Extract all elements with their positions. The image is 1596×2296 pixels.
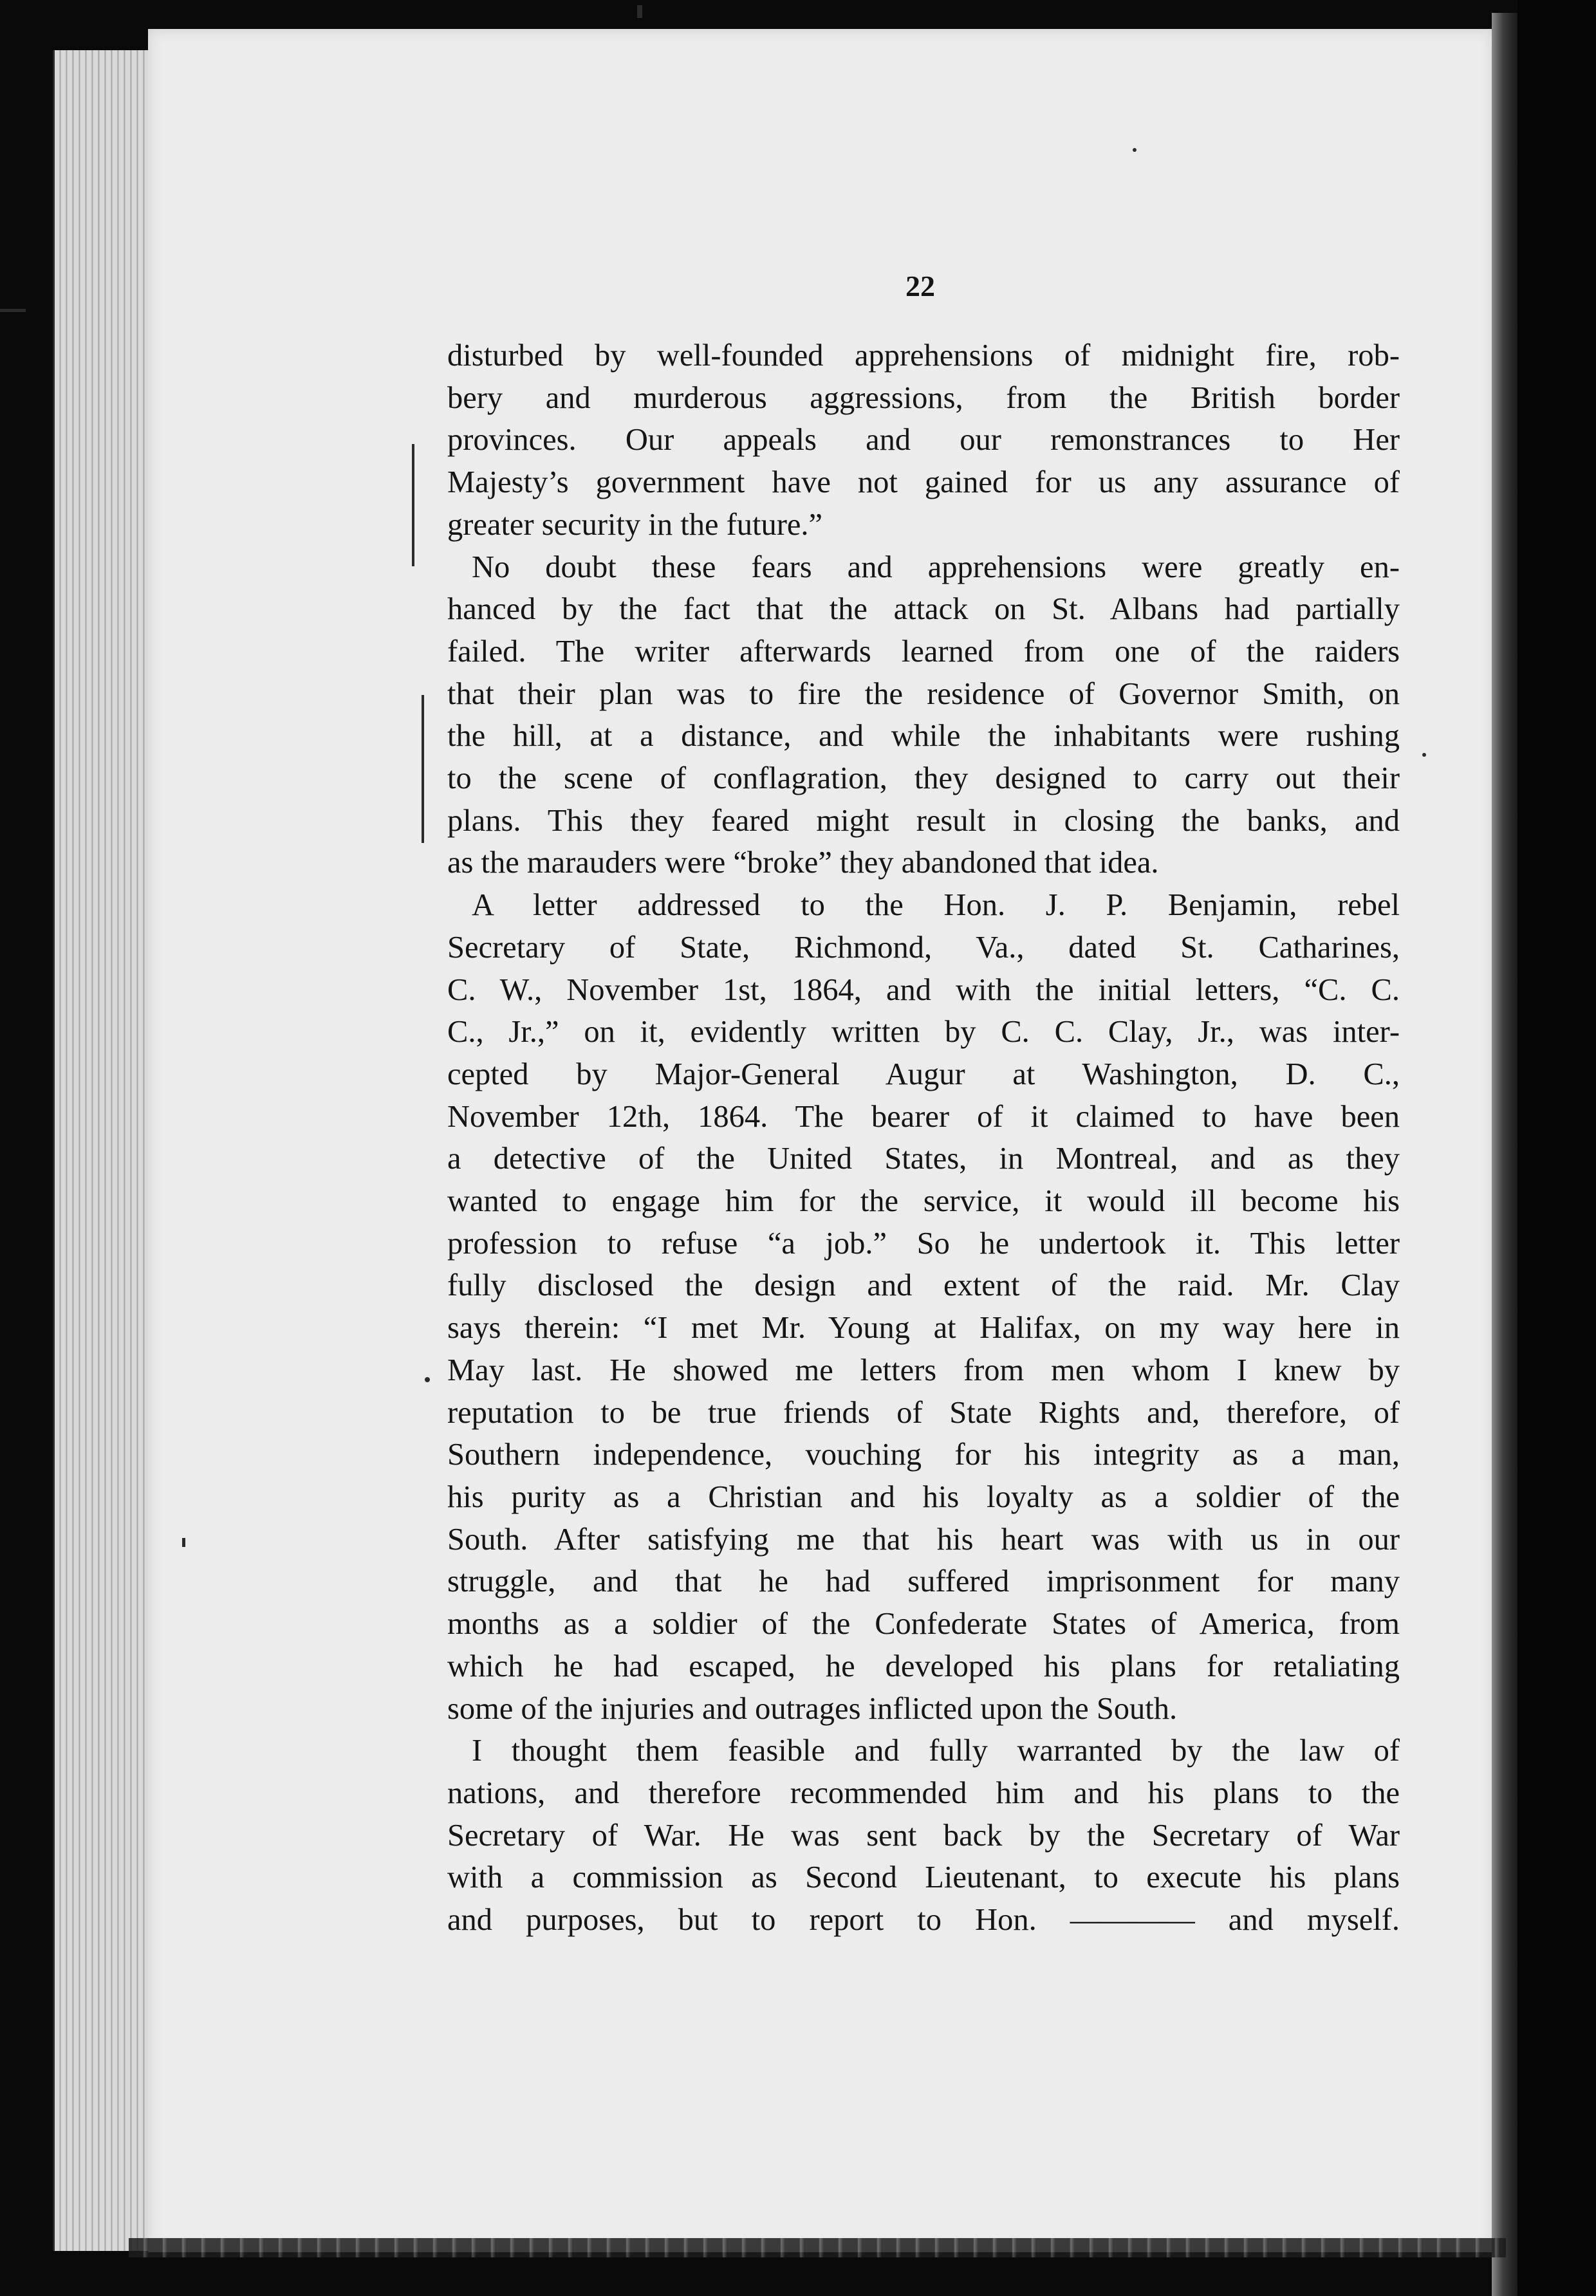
text-line: C., Jr.,” on it, evidently written by C. C. Clay, Jr., was inter- [447, 1015, 1400, 1050]
text-line: cepted by Major-General Augur at Washington, D. C., [447, 1057, 1400, 1091]
text-line: profession to refuse “a job.” So he undertook it. This letter [447, 1226, 1400, 1261]
text-line: that their plan was to fire the residence of Governor Smith, on [447, 676, 1400, 711]
text-line: November 12th, 1864. The bearer of it claimed to have been [447, 1099, 1400, 1134]
margin-mark [1133, 148, 1137, 152]
text-line: reputation to be true friends of State Rights and, therefore, of [447, 1395, 1400, 1430]
scan-background-right [1517, 0, 1596, 2296]
margin-mark [1422, 753, 1426, 757]
book-binding [1492, 13, 1517, 2296]
text-line: nations, and therefore recommended him and his plans to the [447, 1775, 1400, 1810]
text-line: struggle, and that he had suffered imprisonment for many [447, 1564, 1400, 1599]
text-line: Secretary of War. He was sent back by the Secretary of War [447, 1818, 1400, 1853]
margin-mark [425, 1377, 430, 1382]
text-line: I thought them feasible and fully warranted by the law of [472, 1734, 1400, 1768]
text-line: Secretary of State, Richmond, Va., dated St. Catharines, [447, 930, 1400, 965]
text-line: a detective of the United States, in Montreal, and as they [447, 1142, 1400, 1176]
text-line: some of the injuries and outrages inflicted upon the South. [447, 1691, 1178, 1726]
margin-mark [182, 1538, 185, 1547]
text-line: the hill, at a distance, and while the inhabitants were rushing [447, 719, 1400, 754]
text-line: which he had escaped, he developed his plans for retaliating [447, 1649, 1400, 1683]
text-line: provinces. Our appeals and our remonstrances to Her [447, 423, 1400, 458]
text-line: Southern independence, vouching for his integrity as a man, [447, 1438, 1400, 1472]
text-line: disturbed by well-founded apprehensions of midnight fire, rob- [447, 338, 1400, 373]
text-line: wanted to engage him for the service, it would ill become his [447, 1184, 1400, 1219]
text-line: hanced by the fact that the attack on St. Albans had partially [447, 592, 1400, 627]
margin-mark [412, 444, 414, 566]
body-text [447, 335, 1400, 1941]
text-line: fully disclosed the design and extent of the raid. Mr. Clay [447, 1268, 1400, 1303]
text-line: says therein: “I met Mr. Young at Halifax, on my way here in [447, 1311, 1400, 1346]
margin-mark [637, 5, 642, 18]
margin-mark [422, 695, 424, 843]
text-line: and purposes, but to report to Hon. ———— and myself. [447, 1903, 1400, 1938]
text-line: with a commission as Second Lieutenant, to execute his plans [447, 1860, 1400, 1895]
bottom-page-edge [129, 2238, 1506, 2257]
text-line: South. After satisfying me that his heart was with us in our [447, 1522, 1400, 1557]
text-line: bery and murderous aggressions, from the British border [447, 380, 1400, 415]
text-line: his purity as a Christian and his loyalty as a soldier of the [447, 1479, 1400, 1514]
text-line: plans. This they feared might result in closing the banks, and [447, 803, 1400, 838]
text-line: May last. He showed me letters from men whom I knew by [447, 1353, 1400, 1387]
page-number: 22 [905, 270, 935, 302]
text-line: as the marauders were “broke” they abandoned that idea. [447, 846, 1159, 880]
text-line: No doubt these fears and apprehensions were greatly en- [472, 550, 1400, 584]
text-line: months as a soldier of the Confederate States of America, from [447, 1607, 1400, 1642]
text-line: failed. The writer afterwards learned from one of the raiders [447, 634, 1400, 669]
text-line: A letter addressed to the Hon. J. P. Benjamin, rebel [472, 888, 1400, 923]
text-line: to the scene of conflagration, they designed to carry out their [447, 761, 1400, 796]
margin-mark [0, 309, 26, 312]
text-line: Majesty’s government have not gained for us any assurance of [447, 465, 1400, 500]
text-line: C. W., November 1st, 1864, and with the initial letters, “C. C. [447, 972, 1400, 1007]
text-line: greater security in the future.” [447, 507, 823, 542]
